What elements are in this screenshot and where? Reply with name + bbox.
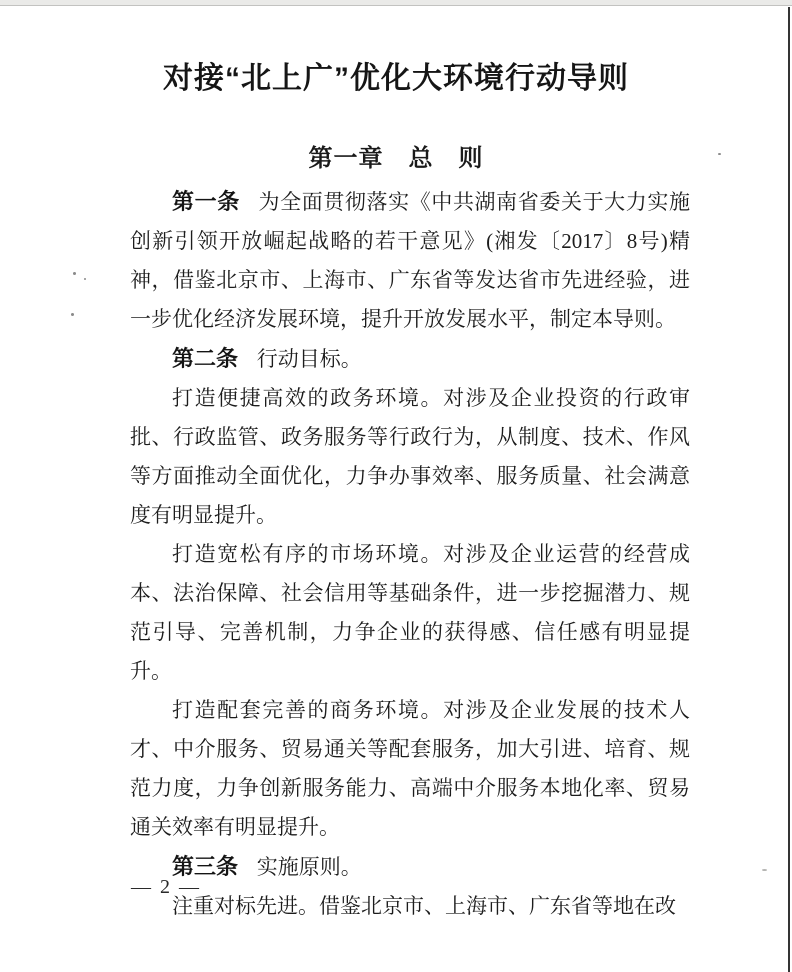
chapter-heading: 第一章 总 则 xyxy=(308,144,484,172)
scan-noise-speck xyxy=(84,278,86,280)
paragraph-text: 打造便捷高效的政务环境。对涉及企业投资的行政审批、行政监管、政务服务等行政行为，从制度、技术、作风等方面推动全面优化，力争办事效率、服务质量、社会满意度有明显提升。 xyxy=(130,386,690,527)
article-label: 第一条 xyxy=(172,189,240,214)
paragraph-text: 打造配套完善的商务环境。对涉及企业发展的技术人才、中介服务、贸易通关等配套服务，加大引进、培育、规范力度，力争创新服务能力、高端中介服务本地化率、贸易通关效率有明显提升。 xyxy=(130,698,690,839)
scan-noise-speck xyxy=(71,313,74,316)
scan-top-strip xyxy=(0,0,792,6)
paragraph-text: 打造宽松有序的市场环境。对涉及企业运营的经营成本、法治保障、社会信用等基础条件，进一步挖掘潜力、规范引导、完善机制，力争企业的获得感、信任感有明显提升。 xyxy=(130,542,690,683)
paragraph-text: 行动目标。 xyxy=(256,347,362,371)
paragraph-text: 为全面贯彻落实《中共湖南省委关于大力实施创新引领开放崛起战略的若干意见》(湘发〔2017〕8号)精神，借鉴北京市、上海市、广东省等发达省市先进经验，进一步优化经济发展环境，提升开放发展水平，制定本导则。 xyxy=(130,190,690,331)
paragraph xyxy=(130,379,690,535)
document-title: 对接“北上广”优化大环境行动导则 xyxy=(163,62,629,96)
scan-noise-speck xyxy=(73,272,76,275)
page-number: — 2 — xyxy=(131,876,201,898)
paragraph xyxy=(130,535,690,691)
paragraph-text: 注重对标先进。借鉴北京市、上海市、广东省等地在改 xyxy=(172,894,676,918)
paragraph-text: 实施原则。 xyxy=(256,855,362,879)
paragraph xyxy=(130,847,690,887)
article-label: 第三条 xyxy=(172,854,239,879)
article-label: 第二条 xyxy=(172,346,239,371)
document-body xyxy=(130,182,690,926)
paragraph xyxy=(130,182,690,339)
paragraph xyxy=(130,339,690,379)
paragraph xyxy=(130,887,690,926)
scan-noise-speck xyxy=(762,869,767,871)
paragraph xyxy=(130,691,690,847)
